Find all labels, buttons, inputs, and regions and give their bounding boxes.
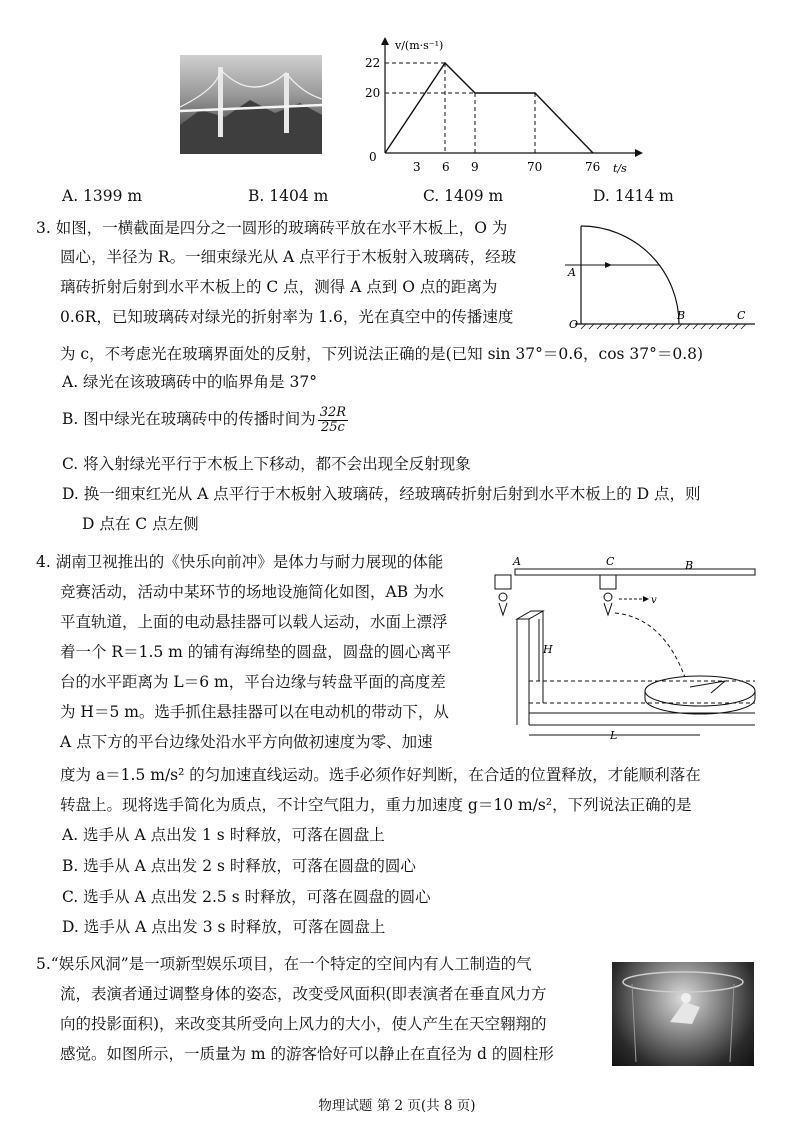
q4-line-9: 转盘上。现将选手简化为质点，不计空气阻力，重力加速度 g＝10 m/s²，下列说法正确的是: [60, 796, 692, 814]
wind-tunnel-photo: [612, 962, 754, 1066]
x-axis-arrow: [635, 149, 643, 157]
q3-option-a: A. 绿光在该玻璃砖中的临界角是 37°: [62, 373, 317, 391]
q4-line-1: 4. 湖南卫视推出的《快乐向前冲》是体力与耐力展现的体能: [36, 553, 444, 571]
y-tick-20: 20: [365, 86, 381, 100]
label-rail-b: B: [685, 559, 694, 572]
q4-line-6: 为 H＝5 m。选手抓住悬挂器可以在电动机的带动下，从: [60, 703, 449, 721]
q3-option-b-text: B. 图中绿光在玻璃砖中的传播时间为: [62, 410, 316, 428]
x-axis-label: t/s: [613, 162, 627, 175]
q2-option-b: B. 1404 m: [248, 187, 329, 205]
x-tick-76: 76: [585, 160, 601, 174]
q5-line-3: 向的投影面积)，来改变其所受向上风力的大小，使人产生在天空翱翔的: [60, 1015, 547, 1033]
q4-line-8: 度为 a＝1.5 m/s² 的匀加速直线运动。选手必须作好判断，在合适的位置释放，才能顺利落在: [60, 766, 701, 784]
q4-line-7: A 点下方的平台边缘处沿水平方向做初速度为零、加速: [60, 733, 433, 751]
q4-line-4: 着一个 R＝1.5 m 的铺有海绵垫的圆盘，圆盘的圆心离平: [60, 643, 452, 661]
q3-option-b-fraction: [318, 406, 348, 435]
q4-line-3: 平直轨道，上面的电动悬挂器可以载人运动，水面上漂浮: [60, 613, 448, 631]
x-tick-6: 6: [442, 160, 450, 174]
hanger-c: [600, 575, 616, 589]
platform-top: [517, 611, 543, 619]
q4-option-d: D. 选手从 A 点出发 3 s 时释放，可落在圆盘上: [62, 918, 386, 936]
label-a: A: [568, 266, 576, 279]
q4-line-5: 台的水平距离为 L＝6 m，平台边缘与转盘平面的高度差: [60, 673, 446, 691]
x-tick-70: 70: [527, 160, 543, 174]
q3-option-d-line-1: D. 换一细束红光从 A 点平行于木板射入玻璃砖，经玻璃砖折射后射到水平木板上的 D 点，则: [62, 485, 701, 503]
ray-arrow: [605, 262, 612, 268]
q5-line-2: 流，表演者通过调整身体的姿态，改变受风面积(即表演者在垂直风力方: [60, 985, 547, 1003]
q4-option-b: B. 选手从 A 点出发 2 s 时释放，可落在圆盘的圆心: [62, 857, 416, 875]
person-a: [499, 593, 507, 615]
q3-line-5: 为 c，不考虑光在玻璃界面处的反射，下列说法正确的是(已知 sin 37°＝0.6，cos 37°＝0.8): [60, 345, 704, 363]
x-tick-3: 3: [413, 160, 421, 174]
q2-option-d: D. 1414 m: [593, 187, 674, 205]
fraction-numerator: 32R: [319, 404, 347, 420]
page-footer: 物理试题 第 2 页(共 8 页): [318, 1098, 476, 1114]
rail-ab: [515, 569, 755, 575]
label-v: v: [651, 595, 657, 606]
board-hatch: [581, 324, 746, 329]
fraction-denominator: 25c: [321, 419, 345, 435]
q4-line-2: 竞赛活动，活动中某环节的场地设施简化如图，AB 为水: [60, 583, 445, 601]
q5-line-1: 5.“娱乐风洞”是一项新型娱乐项目，在一个特定的空间内有人工制造的气: [36, 955, 532, 973]
label-c: C: [737, 309, 746, 322]
velocity-line: [385, 63, 593, 153]
q2-option-c: C. 1409 m: [423, 187, 504, 205]
q4-option-a: A. 选手从 A 点出发 1 s 时释放，可落在圆盘上: [62, 826, 385, 844]
q3-option-c: C. 将入射绿光平行于木板上下移动，都不会出现全反射现象: [62, 455, 471, 473]
hanger-a: [495, 575, 511, 589]
q3-line-4: 0.6R，已知玻璃砖对绿光的折射率为 1.6，光在真空中的传播速度: [60, 308, 514, 326]
q3-line-2: 圆心，半径为 R。一细束绿光从 A 点平行于木板射入玻璃砖，经玻: [60, 248, 517, 266]
q3-option-d-line-2: D 点在 C 点左侧: [82, 515, 199, 533]
q3-option-b: [62, 405, 348, 435]
velocity-arrowhead: [643, 596, 649, 602]
y-axis-label: v/(m·s⁻¹): [395, 39, 444, 52]
q3-line-3: 璃砖折射后射到水平木板上的 C 点，测得 A 点到 O 点的距离为: [60, 278, 498, 296]
velocity-time-chart: [355, 35, 645, 175]
x-tick-9: 9: [471, 160, 479, 174]
bridge-photo: [180, 55, 322, 154]
q4-option-c: C. 选手从 A 点出发 2.5 s 时释放，可落在圆盘的圆心: [62, 888, 431, 906]
origin-label: 0: [369, 150, 377, 164]
wind-tunnel-drawing: [612, 962, 754, 1066]
person-c: [604, 593, 612, 615]
y-tick-22: 22: [365, 56, 381, 70]
glass-brick-figure: [565, 218, 765, 330]
trajectory: [615, 613, 687, 683]
label-l: L: [610, 729, 618, 742]
label-h: H: [543, 643, 553, 656]
label-rail-c: C: [606, 555, 615, 568]
label-o: O: [569, 318, 579, 331]
brick-arc: [581, 226, 679, 324]
rail-platform-figure: [515, 553, 765, 743]
y-axis-arrow: [381, 37, 389, 45]
label-b: B: [677, 309, 686, 322]
bridge-drawing: [180, 55, 322, 154]
label-rail-a: A: [513, 555, 521, 568]
q5-line-4: 感觉。如图所示，一质量为 m 的游客恰好可以静止在直径为 d 的圆柱形: [60, 1045, 554, 1063]
q2-option-a: A. 1399 m: [62, 187, 143, 205]
q3-line-1: 3. 如图，一横截面是四分之一圆形的玻璃砖平放在水平木板上，O 为: [36, 219, 508, 237]
